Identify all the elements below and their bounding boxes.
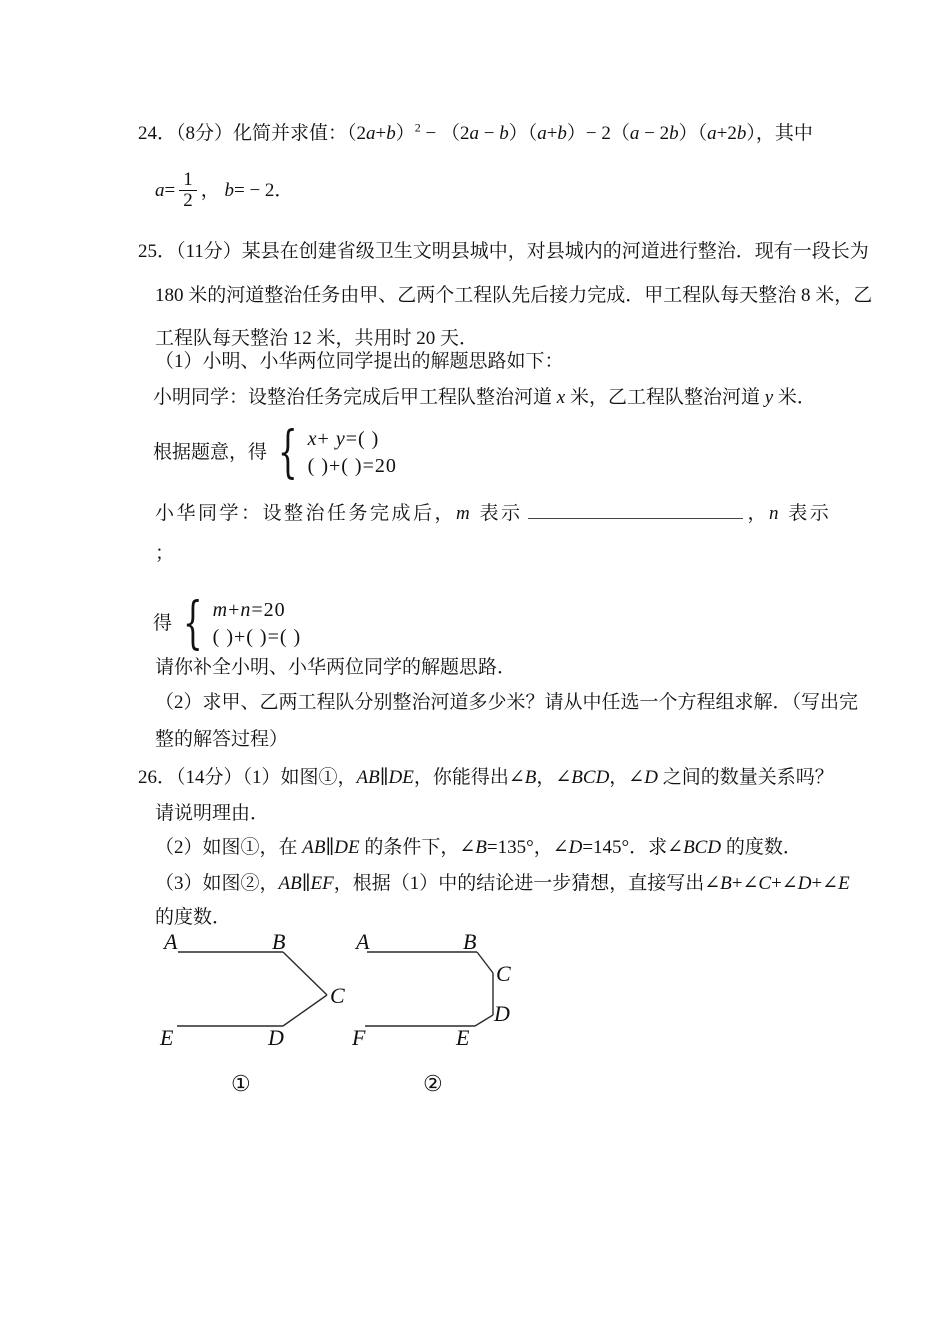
fig2-label-c: C xyxy=(496,961,511,986)
fig2-label-d: D xyxy=(494,1001,510,1026)
fig1-segment-dc xyxy=(283,995,327,1026)
system-1-equation-2: ( )+( )=20 xyxy=(307,455,397,477)
fig1-label-a: A xyxy=(164,929,178,954)
answer-blank xyxy=(528,499,743,519)
fig1-caption: ① xyxy=(231,1071,251,1096)
fig2-segment-de xyxy=(475,1015,493,1026)
fig2-caption: ② xyxy=(423,1071,443,1096)
xiaohua-statement-semicolon: ； xyxy=(155,543,175,564)
equation-system-1 xyxy=(153,420,397,485)
system-2-equation-2: ( )+( )=( ) xyxy=(212,626,302,648)
xiaohua-statement xyxy=(155,499,831,527)
fig2-label-f: F xyxy=(352,1025,366,1050)
fig1-label-d: D xyxy=(268,1025,284,1050)
left-brace-icon: { xyxy=(278,420,298,485)
problem-25-line-3: 工程队每天整治 12 米，共用时 20 天． xyxy=(155,328,479,349)
system-2-label: 得 xyxy=(153,613,173,634)
problem-25-line-1: 25．（11分）某县在创建省级卫生文明县城中，对县城内的河道进行整治．现有一段长为 xyxy=(138,241,869,262)
problem-26-part3-line-2: 的度数． xyxy=(155,907,232,928)
xiaohua-statement-after: ，n 表示 xyxy=(747,503,832,524)
fig1-label-b: B xyxy=(272,929,286,954)
system-2-equation-1: m+n=20 xyxy=(212,599,286,621)
equation-system-2 xyxy=(153,591,302,656)
problem-25-part1-heading: （1）小明、小华两位同学提出的解题思路如下： xyxy=(155,351,564,372)
problem-24-line-1: 24．（8分）化简并求值：$(2a+b)^2 - (2a - b)(a+b)- 2(a - 2b)(a+2b)$，其中 xyxy=(138,120,813,144)
system-1-equations xyxy=(308,426,397,480)
fig2-label-b: B xyxy=(463,929,477,954)
problem-26-line-1: 26．（14分）（1）如图①，AB∥DE，你能得出∠B，∠BCD，∠D 之间的数量关系吗？ xyxy=(138,767,834,788)
fig1-segment-bc xyxy=(283,952,327,995)
xiaohua-statement-before: 小华同学：设整治任务完成后，m 表示 xyxy=(155,503,523,524)
fraction-denominator: 2 xyxy=(183,190,193,211)
problem-26-line-2: 请说明理由． xyxy=(155,803,270,824)
fig2-label-e: E xyxy=(456,1025,470,1050)
problem-26-part3-line-1: （3）如图②，AB∥EF，根据（1）中的结论进一步猜想，直接写出∠B+∠C+∠D+∠E xyxy=(155,873,850,894)
system-1-label: 根据题意，得 xyxy=(153,442,268,463)
fig2-label-a: A xyxy=(356,929,370,954)
value-b-suffix: ， b= − 2． xyxy=(200,179,294,201)
value-a-prefix: a= xyxy=(155,179,176,201)
problem-25-part2-line-1: （2）求甲、乙两工程队分别整治河道多少米？请从中任选一个方程组求解．（写出完 xyxy=(155,692,859,713)
problem-25-part2-line-2: 整的解答过程） xyxy=(155,729,289,750)
problem-25-line-2: 180 米的河道整治任务由甲、乙两个工程队先后接力完成．甲工程队每天整治 8 米，乙 xyxy=(155,285,873,306)
problem-24-values xyxy=(155,170,293,211)
system-2-equations xyxy=(213,597,302,651)
left-brace-icon: { xyxy=(183,591,203,656)
fraction-numerator: 1 xyxy=(179,170,197,191)
fraction-one-half xyxy=(179,170,197,211)
fig1-label-e: E xyxy=(160,1025,174,1050)
problem-25-complete-prompt: 请你补全小明、小华两位同学的解题思路． xyxy=(155,657,517,678)
problem-26-part2: （2）如图①，在 AB∥DE 的条件下，∠B=135°，∠D=145°．求∠BCD 的度数． xyxy=(155,837,802,858)
system-1-equation-1: x+ y=( ) xyxy=(307,428,380,450)
fig1-label-c: C xyxy=(330,983,345,1008)
fig2-segment-bc xyxy=(477,952,493,973)
xiaoming-statement: 小明同学：设整治任务完成后甲工程队整治河道 x 米，乙工程队整治河道 y 米． xyxy=(153,387,816,408)
